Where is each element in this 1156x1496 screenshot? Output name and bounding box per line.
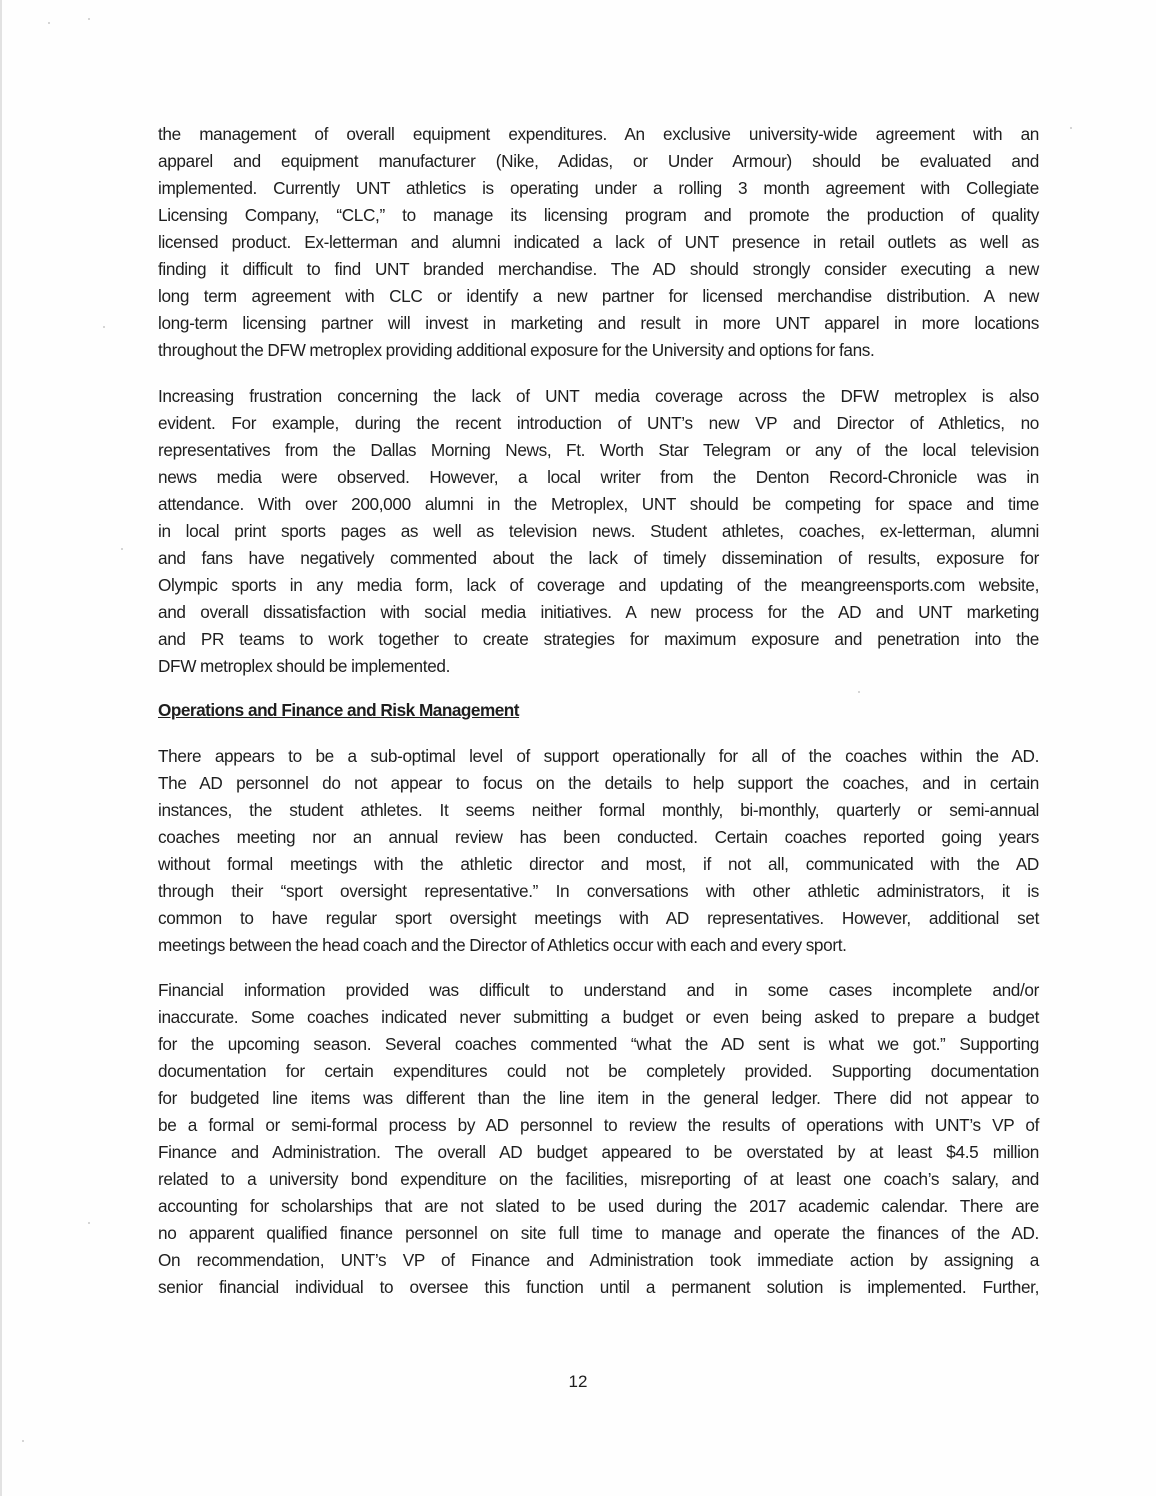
text-line: through their “sport oversight representative.” In conversations with other athletic administrators, it is xyxy=(158,881,1039,901)
text-line: news media were observed. However, a local writer from the Denton Record-Chronicle was in xyxy=(158,467,1039,487)
text-line: Olympic sports in any media form, lack of coverage and updating of the meangreensports.com website, xyxy=(158,575,1039,595)
scan-speck xyxy=(88,1222,90,1224)
text-line: and PR teams to work together to create strategies for maximum exposure and penetration into the xyxy=(158,629,1039,649)
text-line: instances, the student athletes. It seems neither formal monthly, bi-monthly, quarterly or semi-annual xyxy=(158,800,1039,820)
text-line: Finance and Administration. The overall AD budget appeared to be overstated by at least $4.5 million xyxy=(158,1142,1039,1162)
text-line: coaches meeting nor an annual review has been conducted. Certain coaches reported going years xyxy=(158,827,1039,847)
text-line: evident. For example, during the recent introduction of UNT’s new VP and Director of Athletics, no xyxy=(158,413,1039,433)
text-line: Increasing frustration concerning the lack of UNT media coverage across the DFW metroplex is also xyxy=(158,386,1039,406)
text-line: and overall dissatisfaction with social media initiatives. A new process for the AD and UNT marketing xyxy=(158,602,1039,622)
text-line: be a formal or semi-formal process by AD personnel to review the results of operations with UNT’s VP of xyxy=(158,1115,1039,1135)
text-line: accounting for scholarships that are not slated to be used during the 2017 academic calendar. There are xyxy=(158,1196,1039,1216)
text-line: without formal meetings with the athletic director and most, if not all, communicated with the AD xyxy=(158,854,1039,874)
text-line: attendance. With over 200,000 alumni in the Metroplex, UNT should be competing for space and time xyxy=(158,494,1039,514)
text-line: inaccurate. Some coaches indicated never submitting a budget or even being asked to prepare a budget xyxy=(158,1007,1039,1027)
scan-speck xyxy=(22,1440,24,1442)
text-line: finding it difficult to find UNT branded merchandise. The AD should strongly consider executing a new xyxy=(158,259,1039,279)
text-line: licensed product. Ex-letterman and alumni indicated a lack of UNT presence in retail outlets as well as xyxy=(158,232,1039,252)
text-line: long-term licensing partner will invest in marketing and result in more UNT apparel in more locations xyxy=(158,313,1039,333)
text-line: On recommendation, UNT’s VP of Finance and Administration took immediate action by assigning a xyxy=(158,1250,1039,1270)
page-number: 12 xyxy=(568,1372,588,1391)
page-edge-shadow xyxy=(0,0,2,1496)
text-line: documentation for certain expenditures could not be completely provided. Supporting documentation xyxy=(158,1061,1039,1081)
text-line: for budgeted line items was different than the line item in the general ledger. There did not appear to xyxy=(158,1088,1039,1108)
text-line: and fans have negatively commented about the lack of timely dissemination of results, exposure for xyxy=(158,548,1039,568)
text-line: common to have regular sport oversight meetings with AD representatives. However, additional set xyxy=(158,908,1039,928)
text-line: in local print sports pages as well as television news. Student athletes, coaches, ex-letterman, alumni xyxy=(158,521,1039,541)
text-line: senior financial individual to oversee this function until a permanent solution is implemented. Further, xyxy=(158,1277,1039,1297)
scan-speck xyxy=(103,326,105,328)
text-line: The AD personnel do not appear to focus on the details to help support the coaches, and in certain xyxy=(158,773,1039,793)
scan-speck xyxy=(48,22,50,24)
text-line: long term agreement with CLC or identify a new partner for licensed merchandise distribution. A new xyxy=(158,286,1039,306)
scan-speck xyxy=(1070,127,1072,129)
text-line: meetings between the head coach and the Director of Athletics occur with each and every sport. xyxy=(158,935,847,955)
text-line: no apparent qualified finance personnel on site full time to manage and operate the finances of the AD. xyxy=(158,1223,1039,1243)
text-line: DFW metroplex should be implemented. xyxy=(158,656,451,676)
text-line: related to a university bond expenditure on the facilities, misreporting of at least one coach’s salary, and xyxy=(158,1169,1039,1189)
text-line: throughout the DFW metroplex providing additional exposure for the University and options for fans. xyxy=(158,340,875,360)
scan-speck xyxy=(88,18,90,20)
text-line: representatives from the Dallas Morning News, Ft. Worth Star Telegram or any of the local television xyxy=(158,440,1039,460)
text-line: apparel and equipment manufacturer (Nike, Adidas, or Under Armour) should be evaluated and xyxy=(158,151,1039,171)
text-line: implemented. Currently UNT athletics is operating under a rolling 3 month agreement with Collegiate xyxy=(158,178,1039,198)
text-line: There appears to be a sub-optimal level of support operationally for all of the coaches within the AD. xyxy=(158,746,1039,766)
text-line: Financial information provided was difficult to understand and in some cases incomplete and/or xyxy=(158,980,1039,1000)
scan-speck xyxy=(858,691,860,693)
scan-speck xyxy=(121,548,123,550)
text-line: for the upcoming season. Several coaches commented “what the AD sent is what we got.” Supporting xyxy=(158,1034,1039,1054)
section-heading: Operations and Finance and Risk Management xyxy=(158,700,520,720)
text-line: the management of overall equipment expenditures. An exclusive university-wide agreement with an xyxy=(158,124,1039,144)
text-line: Licensing Company, “CLC,” to manage its licensing program and promote the production of quality xyxy=(158,205,1039,225)
